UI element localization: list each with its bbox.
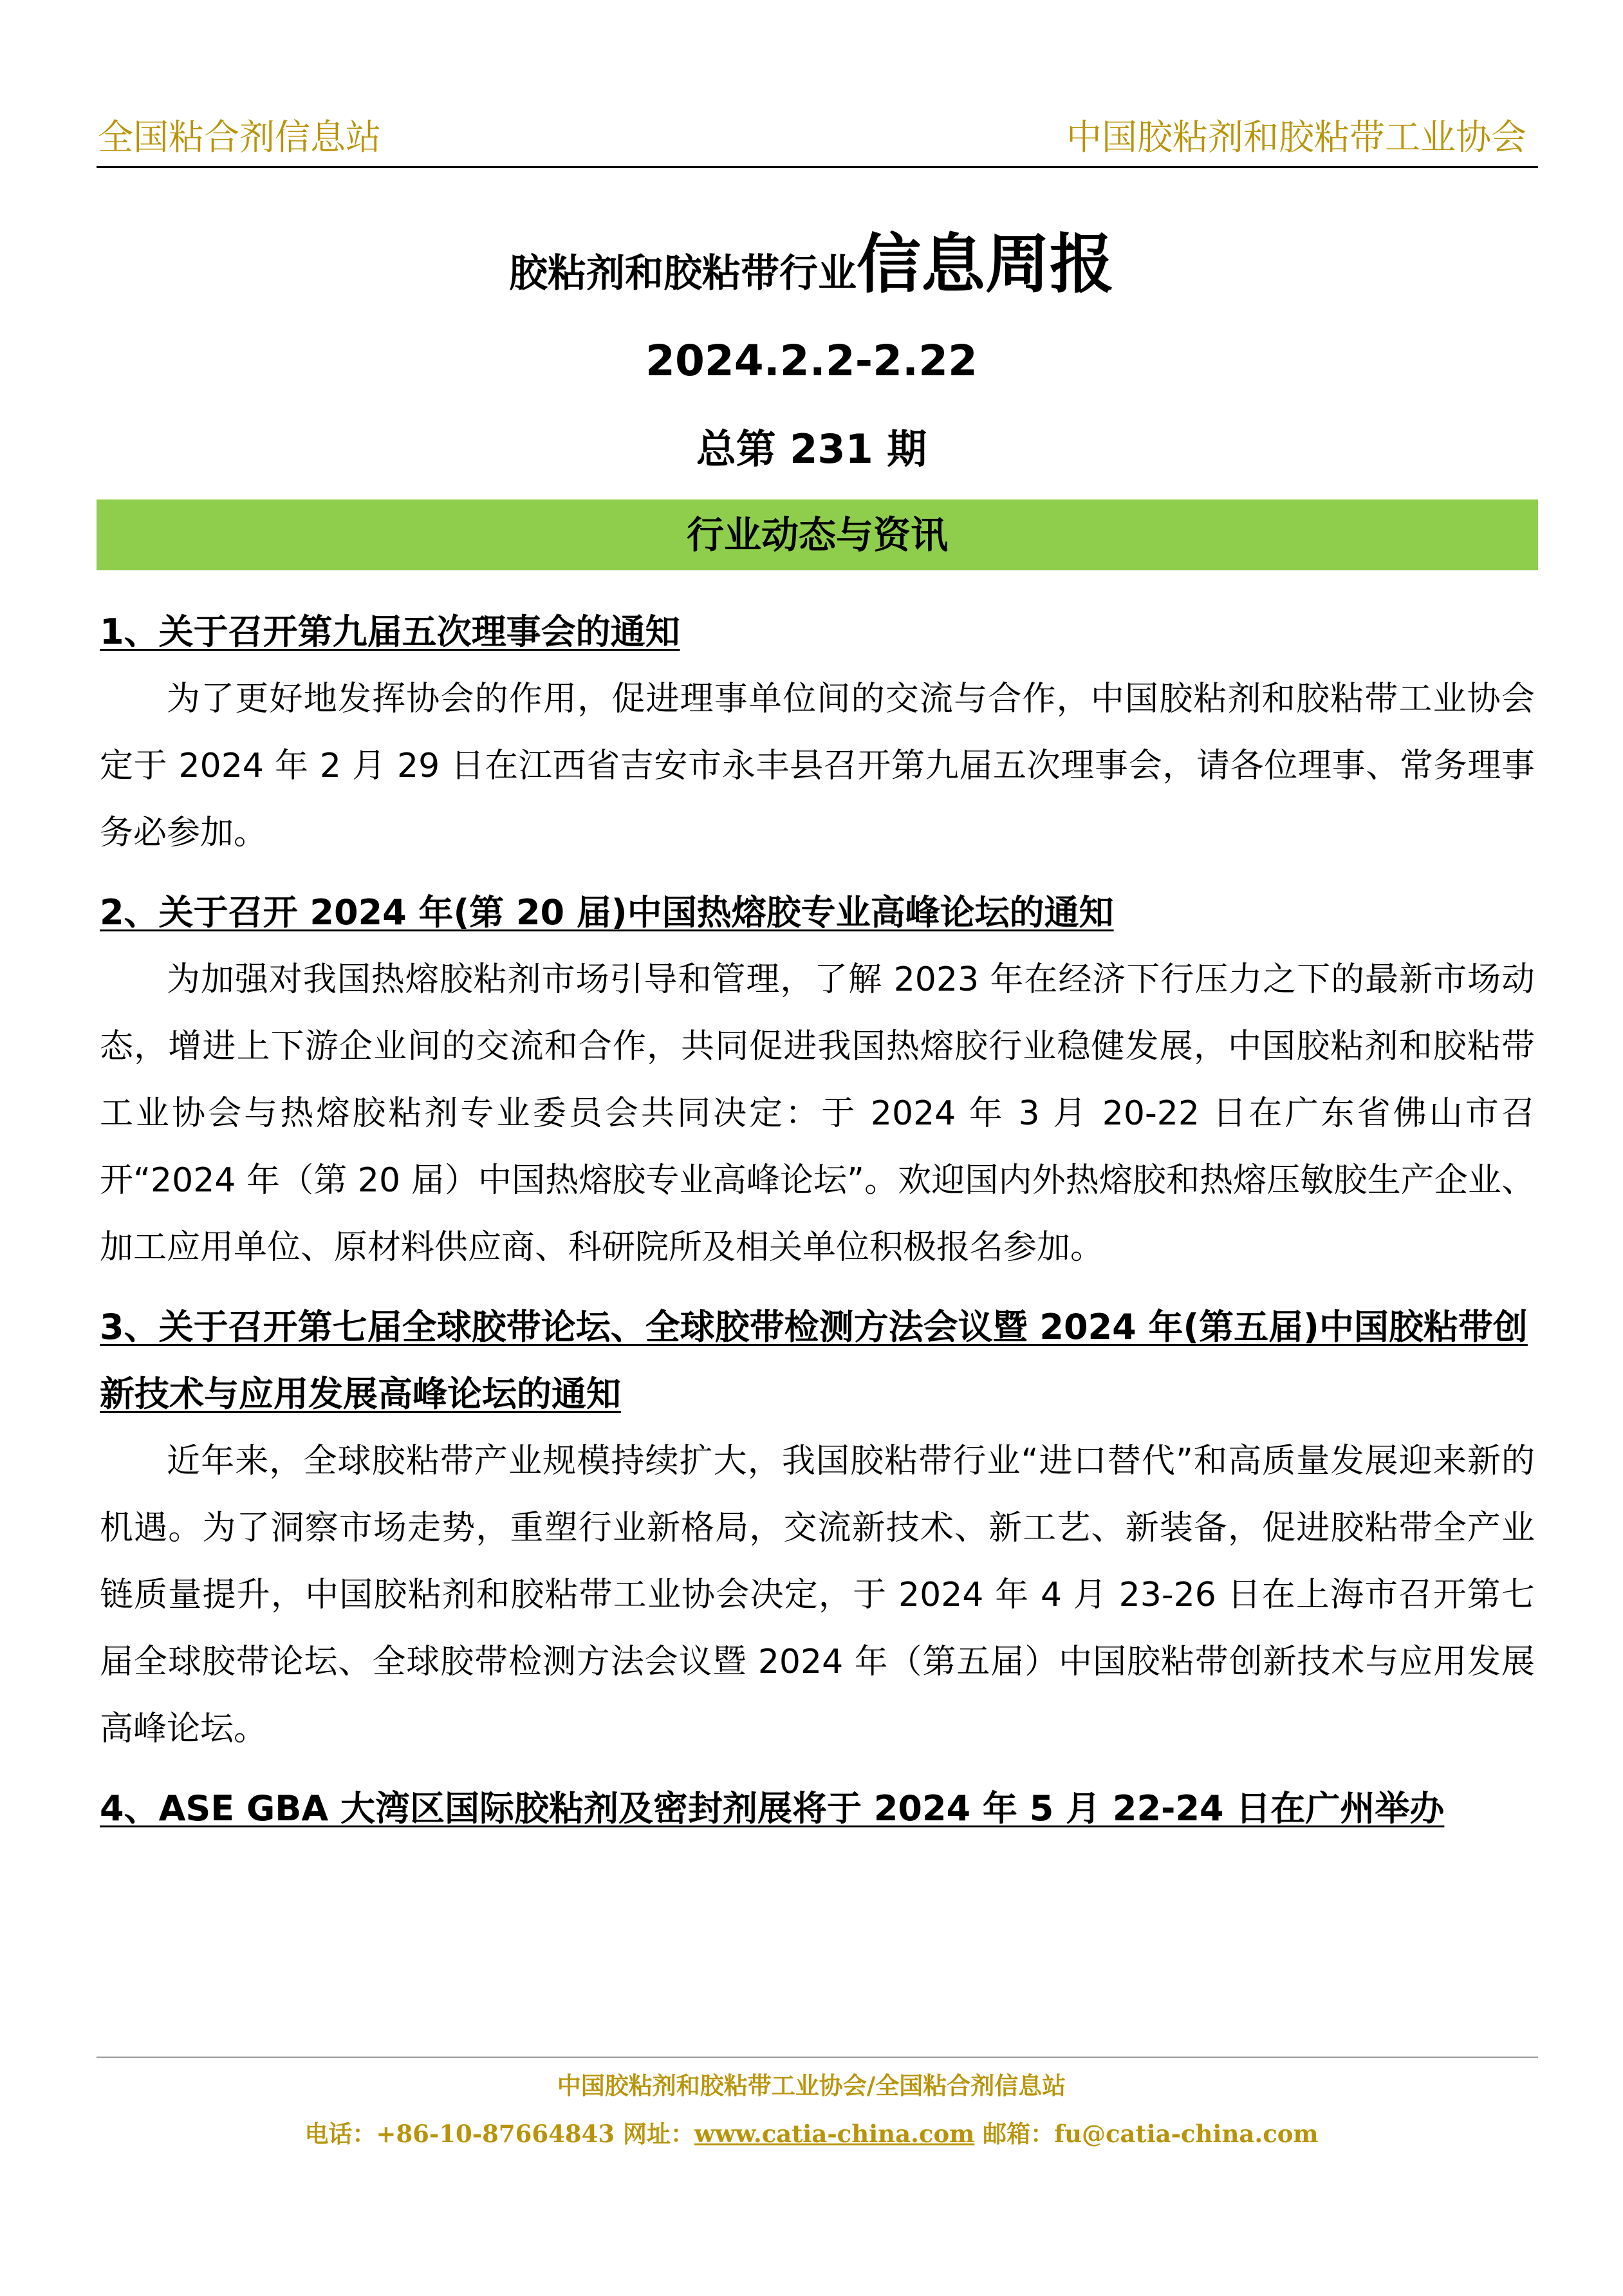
footer-contact <box>0 2114 1623 2149</box>
article-body: 为加强对我国热熔胶粘剂市场引导和管理，了解 2023 年在经济下行压力之下的最新市场动态，增进上下游企业间的交流和合作，共同促进我国热熔胶行业稳健发展，中国胶粘剂和胶粘带工业协会与热熔胶粘剂专业委员会共同决定：于 2024 年 3 月 20-22 日在广东省佛山市召开“2024 年（第 20 届）中国热熔胶专业高峰论坛”。欢迎国内外热熔胶和热熔压敏胶生产企业、加工应用单位、原材料供应商、科研院所及相关单位积极报名参加。 <box>100 960 1535 1267</box>
footer-email: 邮箱：fu@catia-china.com <box>974 2120 1319 2148</box>
article-heading: 4、ASE GBA 大湾区国际胶粘剂及密封剂展将于 2024 年 5 月 22-24 日在广州举办 <box>100 1788 1445 1829</box>
article-body: 近年来，全球胶粘带产业规模持续扩大，我国胶粘带行业“进口替代”和高质量发展迎来新的机遇。为了洞察市场走势，重塑行业新格局，交流新技术、新工艺、新装备，促进胶粘带全产业链质量提升，中国胶粘剂和胶粘带工业协会决定，于 2024 年 4 月 23-26 日在上海市召开第七届全球胶带论坛、全球胶带检测方法会议暨 2024 年（第五届）中国胶粘带创新技术与应用发展高峰论坛。 <box>100 1442 1535 1748</box>
title-main: 信息周报 <box>857 227 1114 302</box>
footer-website-link[interactable]: www.catia-china.com <box>694 2120 975 2148</box>
header-left-title: 全国粘合剂信息站 <box>98 117 382 158</box>
footer-phone: 电话：+86-10-87664843 网址： <box>304 2120 694 2148</box>
header-right-title: 中国胶粘剂和胶粘带工业协会 <box>1066 117 1526 158</box>
article-heading: 1、关于召开第九届五次理事会的通知 <box>100 611 680 652</box>
article-heading: 3、关于召开第七届全球胶带论坛、全球胶带检测方法会议暨 2024 年(第五届)中国胶粘带创新技术与应用发展高峰论坛的通知 <box>100 1307 1528 1414</box>
issue-number: 总第 231 期 <box>696 425 927 472</box>
title-prefix: 胶粘剂和胶粘带行业 <box>509 251 857 296</box>
article-list <box>100 599 1535 1842</box>
article-heading: 2、关于召开 2024 年(第 20 届)中国热熔胶专业高峰论坛的通知 <box>100 892 1114 933</box>
date-range: 2024.2.2-2.22 <box>645 336 978 386</box>
article-body: 为了更好地发挥协会的作用，促进理事单位间的交流与合作，中国胶粘剂和胶粘带工业协会定于 2024 年 2 月 29 日在江西省吉安市永丰县召开第九届五次理事会，请各位理事、常务理事务必参加。 <box>100 680 1535 852</box>
page-header <box>97 116 1538 168</box>
footer-organization: 中国胶粘剂和胶粘带工业协会/全国粘合剂信息站 <box>557 2071 1066 2100</box>
footer-divider <box>97 2057 1538 2058</box>
section-band: 行业动态与资讯 <box>97 499 1538 570</box>
document-title <box>0 212 1623 305</box>
